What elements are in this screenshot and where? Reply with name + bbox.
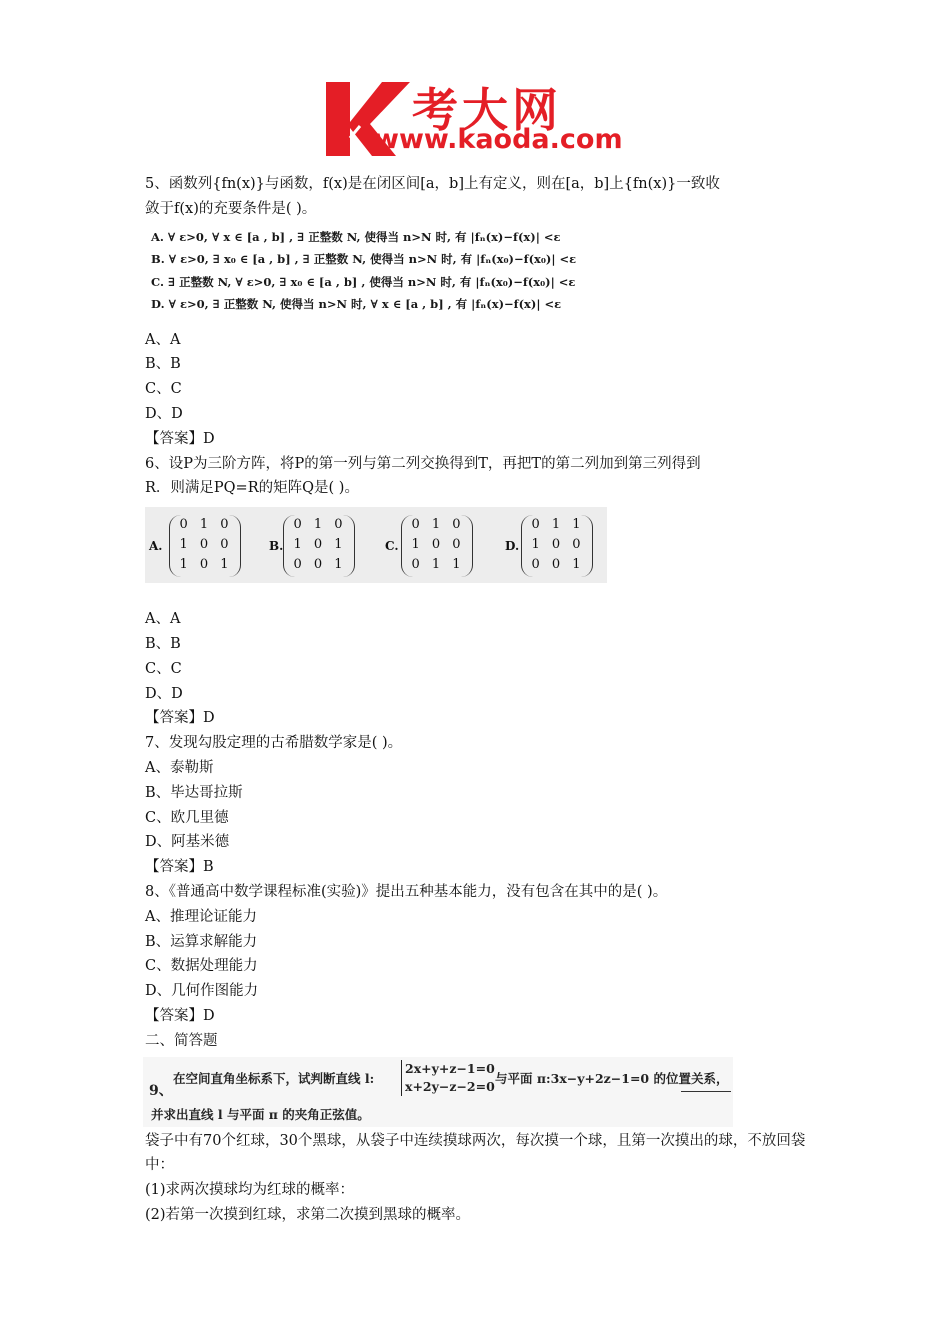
q6-stem-line1: 6、设P为三阶方阵，将P的第一列与第二列交换得到T，再把T的第二列加到第三列得到	[145, 455, 701, 472]
q6-matrix-b-label: B.	[269, 539, 284, 554]
q9-text-line2: 并求出直线 l 与平面 π 的夹角正弦值。	[151, 1106, 370, 1122]
q6-stem-line2: R．则满足PQ=R的矩阵Q是( )。	[145, 480, 359, 497]
matrix-row: 0 1 0	[411, 517, 465, 533]
q5-choice-b: B、B	[145, 356, 181, 373]
matrix-row: 0 0 1	[531, 557, 585, 573]
section-title: 二、简答题	[145, 1032, 218, 1049]
q5-image-option-b: B. ∀ ε>0, ∃ x₀ ∈ [a , b] , ∃ 正整数 N, 使得当 n>N 时, 有 |fₙ(x₀)−f(x₀)| <ε	[151, 252, 577, 267]
logo-url-text: www.kaoda.com	[374, 124, 623, 155]
q6-answer: 【答案】D	[145, 710, 215, 727]
q7-answer: 【答案】B	[145, 859, 214, 876]
matrix-row: 1 0 0	[179, 537, 233, 553]
matrix-row: 1 0 1	[293, 537, 347, 553]
q9-underline	[681, 1091, 731, 1092]
q6-matrices-image	[145, 507, 607, 583]
q10-paragraph: 袋子中有70个红球，30个黑球，从袋子中连续摸球两次，每次摸一个球，且第一次摸出的球，不放回袋中：	[145, 1132, 806, 1174]
q5-stem-line2: 敛于f(x)的充要条件是( )。	[145, 200, 317, 217]
q9-text-after: 与平面 π:3x−y+2z−1=0 的位置关系，	[495, 1070, 729, 1086]
q8-answer: 【答案】D	[145, 1007, 215, 1024]
q7-choice-d: D、阿基米德	[145, 834, 230, 851]
q6-matrix-d-label: D.	[505, 539, 520, 554]
q6-matrix-a-label: A.	[149, 539, 163, 554]
q5-choice-d: D、D	[145, 405, 183, 422]
q5-answer: 【答案】D	[145, 430, 215, 447]
matrix-row: 0 1 1	[531, 517, 585, 533]
q5-image-option-d: D. ∀ ε>0, ∃ 正整数 N, 使得当 n>N 时, ∀ x ∈ [a , b] , 有 |fₙ(x)−f(x)| <ε	[151, 297, 562, 312]
q5-image-option-a: A. ∀ ε>0, ∀ x ∈ [a , b] , ∃ 正整数 N, 使得当 n>N 时, 有 |fₙ(x)−f(x)| <ε	[151, 229, 561, 244]
q9-text-before: 在空间直角坐标系下，试判断直线 l:	[173, 1070, 375, 1086]
q8-choice-a: A、推理论证能力	[145, 908, 257, 925]
matrix-row: 0 0 1	[293, 557, 347, 573]
matrix-row: 1 0 0	[411, 537, 465, 553]
q9-image	[143, 1057, 733, 1127]
q5-choice-a: A、A	[145, 331, 181, 348]
q6-choice-b: B、B	[145, 635, 181, 652]
q6-choice-c: C、C	[145, 660, 182, 677]
q9-equation-system	[401, 1060, 495, 1096]
matrix-row: 1 0 0	[531, 537, 585, 553]
q8-choice-d: D、几何作图能力	[145, 983, 259, 1000]
matrix-row: 1 0 1	[179, 557, 233, 573]
q8-choice-b: B、运算求解能力	[145, 933, 258, 950]
q9-number: 9、	[149, 1082, 173, 1099]
q6-matrix-c-label: C.	[385, 539, 399, 554]
matrix-row: 0 1 0	[179, 517, 233, 533]
q6-choice-a: A、A	[145, 611, 181, 628]
q6-matrix-b-brackets	[283, 515, 355, 577]
matrix-row: 0 1 1	[411, 557, 465, 573]
q6-matrix-c-brackets	[401, 515, 473, 577]
q10-part1: (1)求两次摸球均为红球的概率：	[145, 1182, 355, 1199]
q10-part2: (2)若第一次摸到红球，求第二次摸到黑球的概率。	[145, 1206, 471, 1223]
q5-choice-c: C、C	[145, 381, 182, 398]
q8-stem: 8、《普通高中数学课程标准(实验)》提出五种基本能力，没有包含在其中的是( )。	[145, 883, 668, 900]
q6-matrix-a-brackets	[169, 515, 241, 577]
exam-content	[145, 172, 815, 1228]
q5-stem-line1: 5、函数列{fn(x)}与函数，f(x)是在闭区间[a，b]上有定义，则在[a，b]上{fn(x)}一致收	[145, 176, 720, 192]
q6-matrix-d-brackets	[521, 515, 593, 577]
q9-eq1: 2x+y+z−1=0	[405, 1060, 495, 1076]
q9-eq2: x+2y−z−2=0	[405, 1078, 495, 1094]
logo-chinese-text: 考大网	[412, 83, 562, 137]
q6-choice-d: D、D	[145, 685, 183, 702]
q7-choice-a: A、泰勒斯	[145, 759, 214, 776]
q5-image-option-c: C. ∃ 正整数 N, ∀ ε>0, ∃ x₀ ∈ [a , b] , 使得当 n>N 时, 有 |fₙ(x₀)−f(x₀)| <ε	[151, 274, 576, 289]
q5-options-image	[145, 224, 597, 318]
kaoda-logo	[312, 78, 642, 160]
matrix-row: 0 1 0	[293, 517, 347, 533]
q7-stem: 7、发现勾股定理的古希腊数学家是( )。	[145, 735, 403, 752]
q8-choice-c: C、数据处理能力	[145, 958, 258, 975]
q7-choice-c: C、欧几里德	[145, 809, 229, 826]
q7-choice-b: B、毕达哥拉斯	[145, 784, 243, 801]
